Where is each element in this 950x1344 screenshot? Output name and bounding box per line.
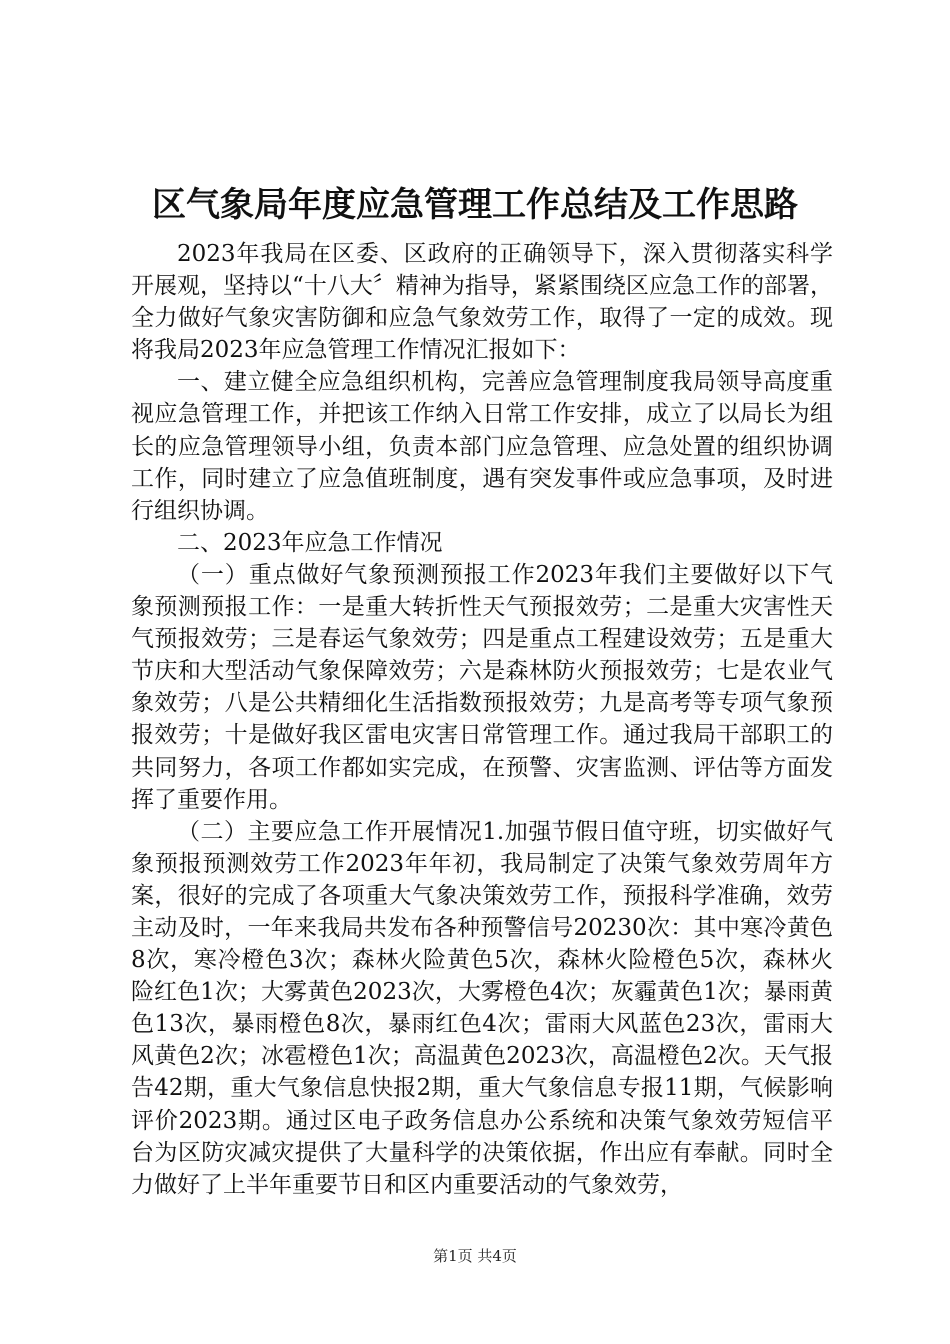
- paragraph-section-1: 一、建立健全应急组织机构，完善应急管理制度我局领导高度重视应急管理工作，并把该工作纳入日常工作安排，成立了以局长为组长的应急管理领导小组，负责本部门应急管理、应急处置的组织协调工作，同时建立了应急值班制度，遇有突发事件或应急事项，及时进行组织协调。: [131, 369, 833, 524]
- document-title: 区气象局年度应急管理工作总结及工作思路: [152, 185, 798, 225]
- page-number-footer: 第1页 共4页: [433, 1247, 517, 1265]
- paragraph-subsection-2: （二）主要应急工作开展情况1.加强节假日值守班，切实做好气象预报预测效劳工作2023年年初，我局制定了决策气象效劳周年方案，很好的完成了各项重大气象决策效劳工作，预报科学准确，效劳主动及时，一年来我局共发布各种预警信号20230次：其中寒冷黄色8次，寒冷橙色3次；森林火险黄色5次，森林火险橙色5次，森林火险红色1次；大雾黄色2023次，大雾橙色4次；灰霾黄色1次；暴雨黄色13次，暴雨橙色8次，暴雨红色4次；雷雨大风蓝色23次，雷雨大风黄色2次；冰雹橙色1次；高温黄色2023次，高温橙色2次。天气报告42期，重大气象信息快报2期，重大气象信息专报11期，气候影响评价2023期。通过区电子政务信息办公系统和决策气象效劳短信平台为区防灾减灾提供了大量科学的决策依据，作出应有奉献。同时全力做好了上半年重要节日和区内重要活动的气象效劳，: [131, 818, 833, 1198]
- paragraph-intro: 2023年我局在区委、区政府的正确领导下，深入贯彻落实科学开展观，坚持以“十八大〞精神为指导，紧紧围绕区应急工作的部署，全力做好气象灾害防御和应急气象效劳工作，取得了一定的成效。现将我局2023年应急管理工作情况汇报如下：: [131, 241, 833, 364]
- paragraph-subsection-1: （一）重点做好气象预测预报工作2023年我们主要做好以下气象预测预报工作：一是重大转折性天气预报效劳；二是重大灾害性天气预报效劳；三是春运气象效劳；四是重点工程建设效劳；五是重大节庆和大型活动气象保障效劳；六是森林防火预报效劳；七是农业气象效劳；八是公共精细化生活指数预报效劳；九是高考等专项气象预报效劳；十是做好我区雷电灾害日常管理工作。通过我局干部职工的共同努力，各项工作都如实完成，在预警、灾害监测、评估等方面发挥了重要作用。: [131, 561, 833, 813]
- document-body: [131, 238, 833, 1201]
- paragraph-section-2-heading: 二、2023年应急工作情况: [177, 529, 443, 556]
